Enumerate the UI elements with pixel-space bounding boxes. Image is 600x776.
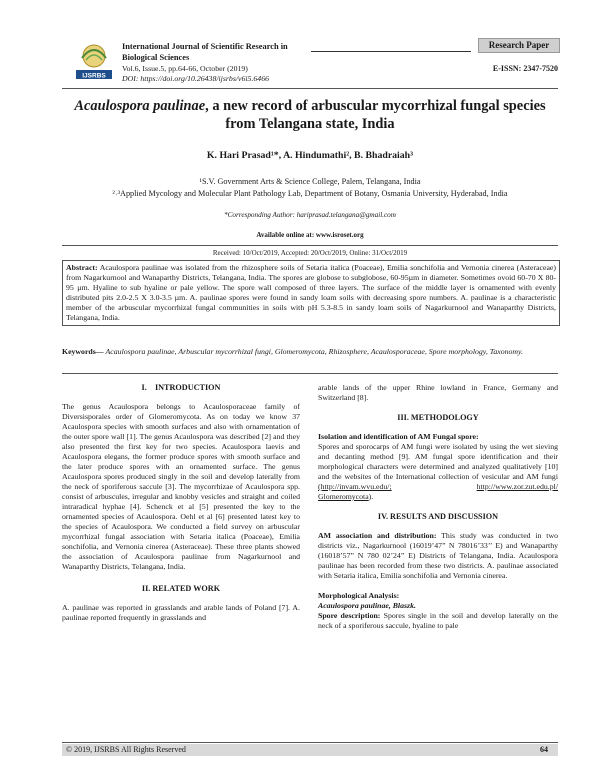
am-association-text: AM association and distribution: This study was conducted in two districts viz., Nagarkurnool (16019’47” N 78016’33’’ E) and Wanaparthy (16018’57” N 780 02’24” E) Districts of Telangana, India. Acaulospora paulinae has been recorded from these two districts. A. paulinae associated with Setaria italica, Emilia sonchifolia and Vernonia cinerea. <box>318 531 559 580</box>
invam-link[interactable]: (http://invam.wvu.edu/; <box>318 482 392 491</box>
related-heading: II. RELATED WORK <box>141 584 221 593</box>
intro-heading: I. INTRODUCTION <box>141 383 221 392</box>
volume-info: Vol.6, Issue.5, pp.64-66, October (2019) <box>122 64 248 73</box>
keywords: Keywords— Acaulospora paulinae, Arbuscular mycorrhizal fungi, Glomeromycota, Rhizosphere, Acaulosporaceae, Spore morphology, Taxonomy. <box>62 347 524 356</box>
journal-name: International Journal of Scientific Research in Biological Sciences <box>122 42 288 62</box>
affiliation-1: ¹S.V. Government Arts & Science College, Palem, Telangana, India <box>199 177 421 186</box>
related-text: A. paulinae was reported in grasslands and arable lands of Poland [7]. A. paulinae reported frequently in grasslands and <box>62 603 300 622</box>
left-column <box>62 383 300 623</box>
journal-underline <box>311 51 471 52</box>
corresponding-author: *Corresponding Author: hariprasad.telangana@gmail.com <box>224 211 396 219</box>
methodology-heading: III. METHODOLOGY <box>397 413 479 422</box>
doi-link[interactable]: DOI: https://doi.org/10.26438/ijsrbs/v6i5.6466 <box>122 74 269 83</box>
journal-logo <box>72 38 116 82</box>
svg-text:IJSRBS: IJSRBS <box>82 72 106 80</box>
affiliation-2: ²˒³Applied Mycology and Molecular Plant Pathology Lab, Department of Botany, Osmania University, Hyderabad, India <box>112 189 508 198</box>
paper-type-badge: Research Paper <box>478 38 560 53</box>
page-footer <box>62 744 558 756</box>
right-column <box>318 383 558 631</box>
isolation-text: Spores and sporocarps of AM fungi were isolated by using the wet sieving and decanting method [9]. AM fungal spore identification and their morphological characters were determined and analyzed qualitatively [10] and the websites of the International collection of vesicular and AM fungi (http://invam.wvu.edu/; http://www.zor.zut.edu.pl/ Glomeromycota). <box>318 442 558 501</box>
species-name: Acaulospora paulinae, Blaszk. <box>318 601 416 610</box>
header-divider <box>62 88 558 89</box>
publication-dates: Received: 10/Oct/2019, Accepted: 20/Oct/2019, Online: 31/Oct/2019 <box>212 249 408 257</box>
title-divider <box>62 245 558 246</box>
zor-link[interactable]: http://www.zor.zut.edu.pl/ <box>476 482 558 491</box>
authors: K. Hari Prasad¹*, A. Hindumathi², B. Bhadraiah³ <box>206 150 414 161</box>
spore-description: Spore description: Spores single in the soil and develop laterally on the neck of a sporiferous saccule, hyaline to pale <box>318 611 559 630</box>
abstract-label: Abstract: <box>66 263 98 272</box>
page-number: 64 <box>540 745 548 754</box>
paper-title: Acaulospora paulinae, a new record of arbuscular mycorrhizal fungal species from Telangana state, India <box>74 98 546 132</box>
available-online: Available online at: www.isroset.org <box>256 231 364 239</box>
related-continued: arable lands of the upper Rhine lowland in France, Germany and Switzerland [8]. <box>318 383 558 402</box>
morphological-heading: Morphological Analysis: <box>318 591 400 600</box>
glomeromycota-link[interactable]: Glomeromycota <box>318 492 369 501</box>
isolation-subheading: Isolation and identification of AM Fungal spore: <box>318 432 479 441</box>
copyright: © 2019, IJSRBS All Rights Reserved <box>66 745 186 754</box>
abstract-box <box>62 260 560 326</box>
intro-text: The genus Acaulospora belongs to Acaulosporaceae family of Diversisporales order of Glomeromycota. As on today we know 37 Acaulospora species with smooth surfaces and also with ornamentation of the outer spore wall [1]. The genus Acaulospora was described [2] and they also presented the first key for two species. Acaulospora laevis and Acaulospora elegans, the former produce spores with smooth surface and the later produce spores with an ornamented surface. The genus Acaulospora spores produced singly in the soil and develop laterally from the neck of sporiferous saccule [3]. The mycorrhizae of Acaulospora spp. consist of arbuscules, irregular and knobby vesicles and straight and coiled intraradical hyphae [4]. Schenck et al [5] presented the key to the ornamented species of Acaulospora. Oehl et al [6] presented latest key to the species of Acaulospora. We conducted a field survey on arbuscular mycorrhizal fungal association with Setaria italica (Poaceae), Emilia sonchifolia, and Vernonia cinerea (Asteraceae). These three plants showed the association of Acaulospora paulinae from Nagarkurnool and Wanaparthy Districts, Telangana, India. <box>62 402 300 571</box>
issn: E-ISSN: 2347-7520 <box>492 64 558 73</box>
results-heading: IV. RESULTS AND DISCUSSION <box>377 512 499 521</box>
abstract-text: Acaulospora paulinae was isolated from the rhizosphere soils of Setaria italica (Poaceae), Emilia sonchifolia and Vernonia cinerea (Asteraceae) from Nagarkurnool and Wanaparthy Districts, Telangana, India. The spores are globose to subglobose, 60-95µm in diameter. Sometimes ovoid 60-70 X 80-95 µm. Hyaline to sub hyaline or pale yellow. The spore wall composed of three layers. The surface of the middle layer is ornamented with evenly distributed pits 2.0-2.5 X 3.0-3.5 µm. A. paulinae spores were found in sandy loam soils with decreasing spore numbers. A. paulinae is a characteristic member of the arbuscular mycorrhizal fungal communities in soils with pH 5.3-8.5 in sandy loam soils of Nagarkurnool and Wanaparthy Districts, Telangana, India. <box>66 263 556 322</box>
footer-divider <box>62 742 558 743</box>
keywords-divider <box>62 373 558 374</box>
